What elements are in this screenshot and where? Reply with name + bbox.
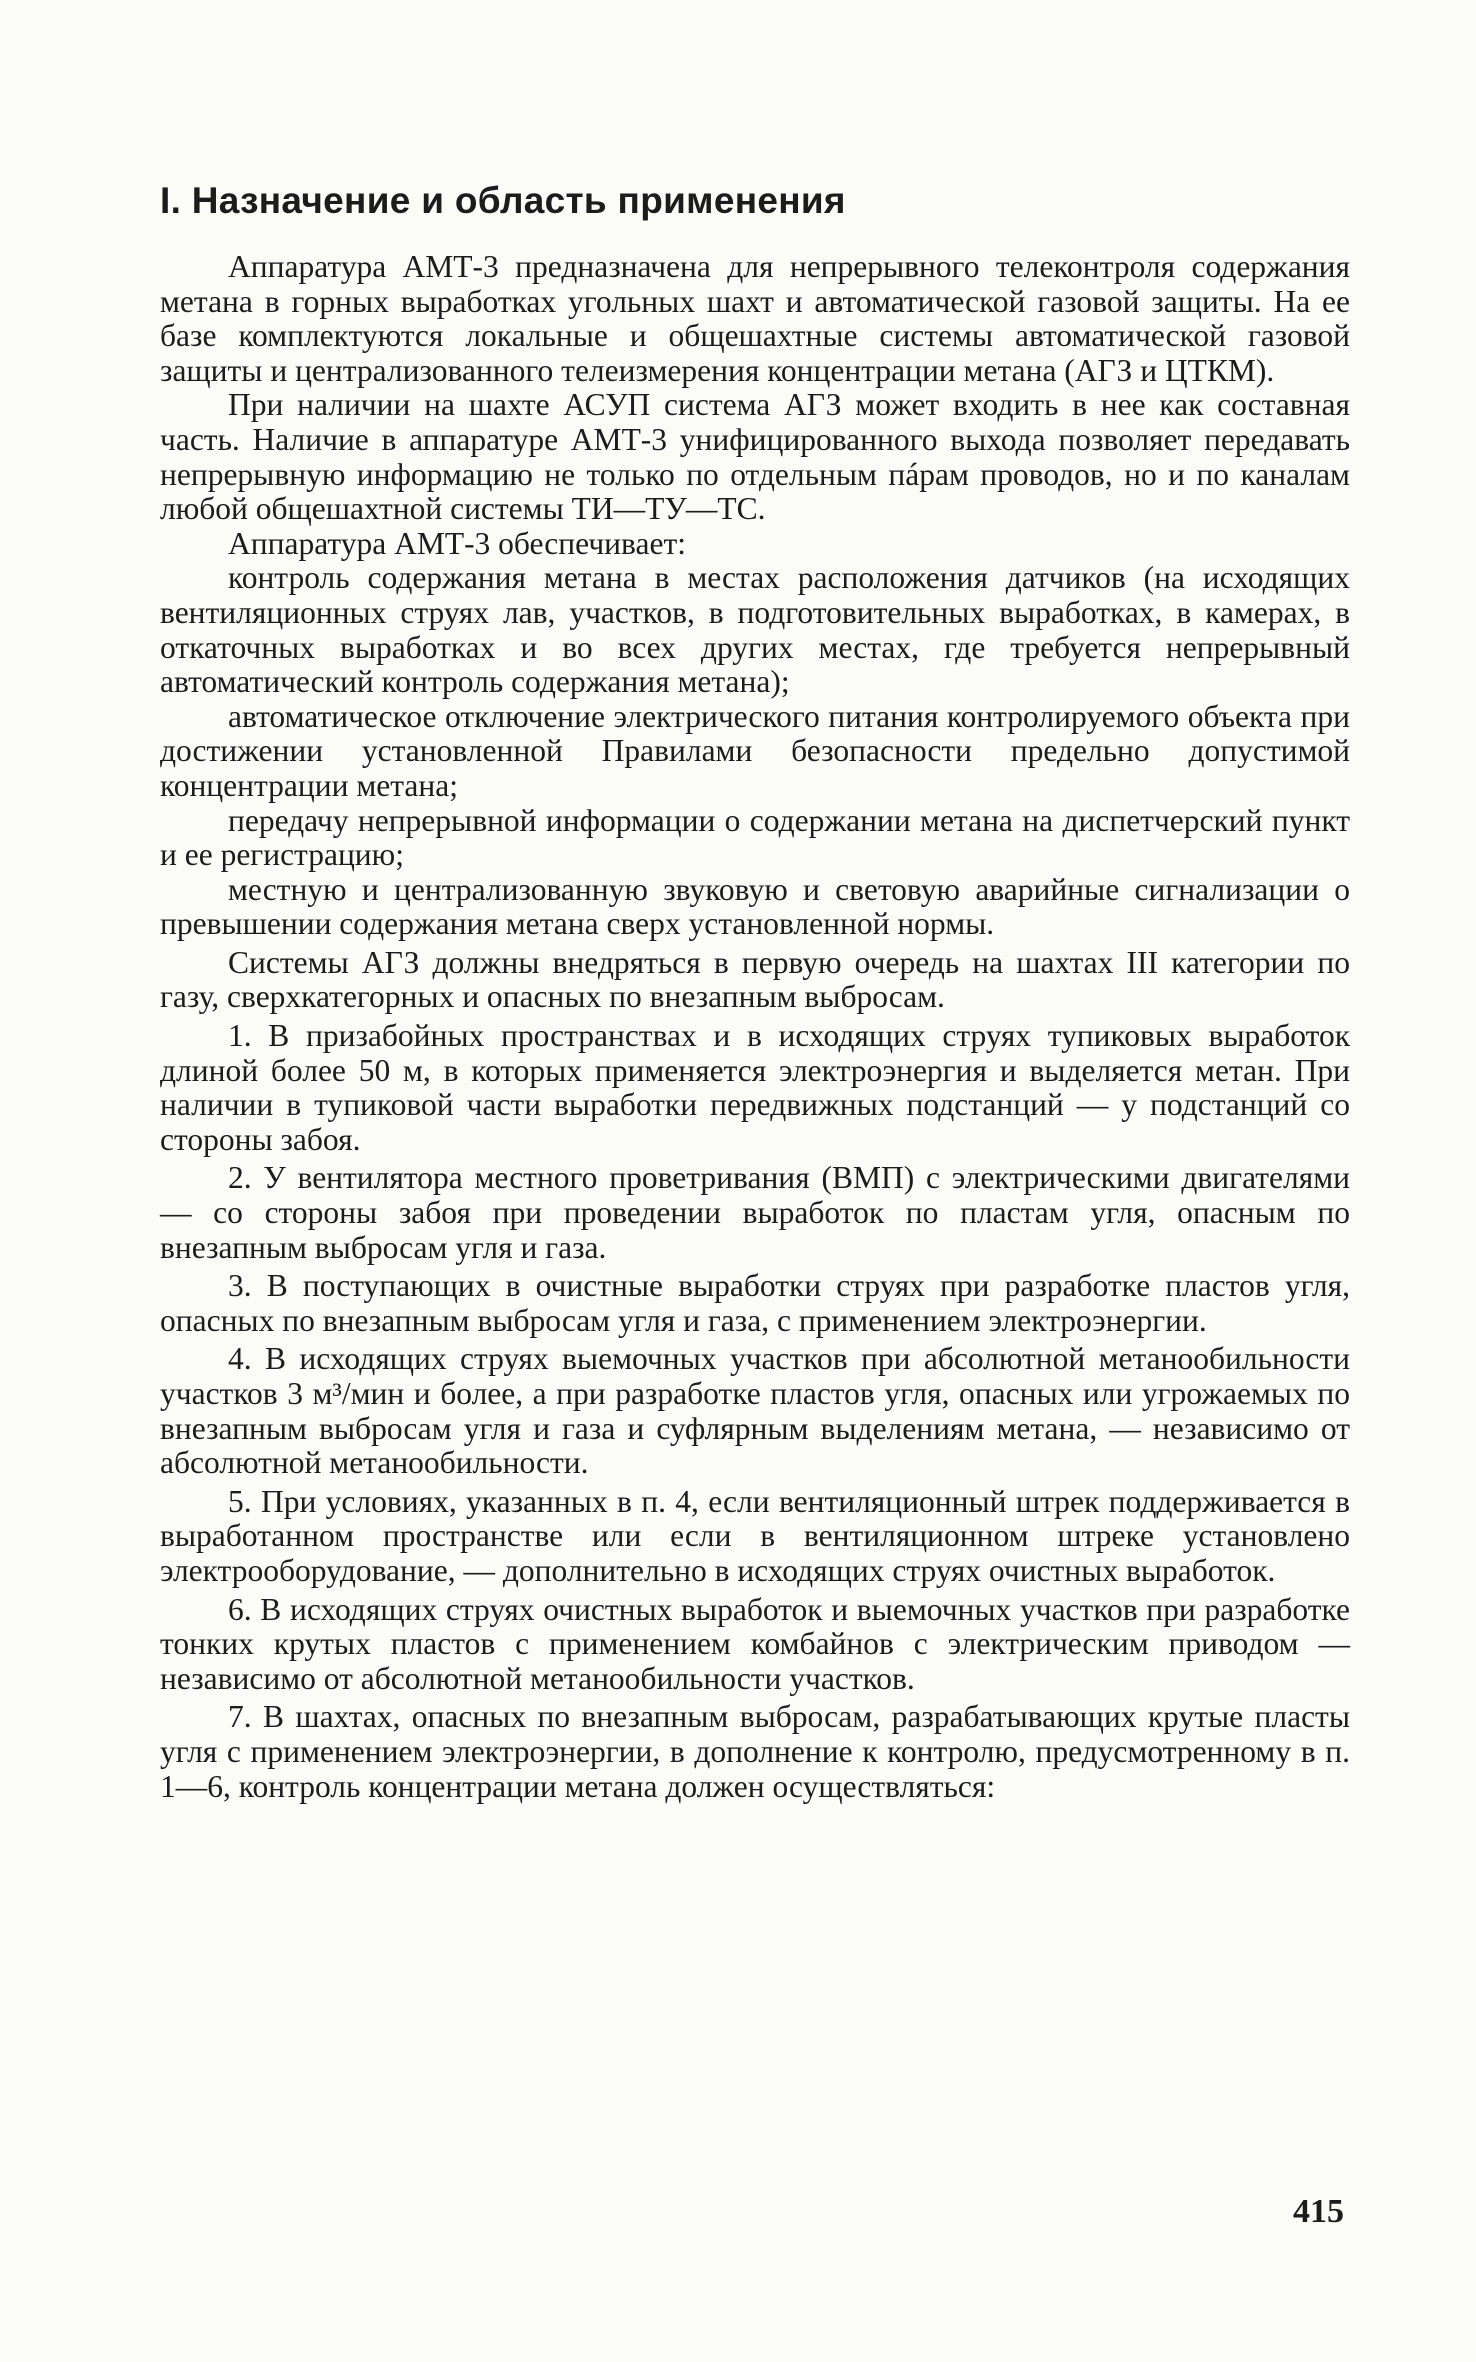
paragraph-function-signaling: местную и централизованную звуковую и световую аварийные сигнализации о превышении содержания метана сверх установленной нормы. bbox=[160, 871, 1350, 942]
paragraph-asup: При наличии на шахте АСУП система АГЗ может входить в нее как составная часть. Наличие в аппаратуре АМТ-3 унифицированного выхода позволяет передавать непрерывную информацию не только по отдельным пáрам проводов, но и по каналам любой общешахтной системы ТИ—ТУ—ТС. bbox=[160, 387, 1350, 527]
paragraph-function-transmission: передачу непрерывной информации о содержании метана на диспетчерский пункт и ее регистрацию; bbox=[160, 802, 1350, 873]
list-item-2: 2. У вентилятора местного проветривания (ВМП) с электрическими двигателями — со стороны забоя при проведении выработок по пластам угля, опасным по внезапным выбросам угля и газа. bbox=[160, 1160, 1350, 1265]
paragraph-agz-deployment: Системы АГЗ должны внедряться в первую очередь на шахтах III категории по газу, сверхкатегорных и опасных по внезапным выбросам. bbox=[160, 944, 1350, 1015]
body-text bbox=[160, 250, 1350, 1804]
list-item-6: 6. В исходящих струях очистных выработок и выемочных участков при разработке тонких крутых пластов с применением комбайнов с электрическим приводом — независимо от абсолютной метанообильности участков. bbox=[160, 1591, 1350, 1696]
page-number: 415 bbox=[1293, 2193, 1344, 2230]
list-item-4: 4. В исходящих струях выемочных участков при абсолютной метанообильности участков 3 м³/мин и более, а при разработке пластов угля, опасных или угрожаемых по внезапным выбросам угля и газа и суфлярным выделениям метана, — независимо от абсолютной метанообильности. bbox=[160, 1341, 1350, 1481]
list-item-1: 1. В призабойных пространствах и в исходящих струях тупиковых выработок длиной более 50 м, в которых применяется электроэнергия и выделяется метан. При наличии в тупиковой части выработки передвижных подстанций — у подстанций со стороны забоя. bbox=[160, 1018, 1350, 1157]
page-content bbox=[160, 178, 1350, 1804]
list-item-7: 7. В шахтах, опасных по внезапным выбросам, разрабатывающих крутые пласты угля с применением электроэнергии, в дополнение к контролю, предусмотренному в п. 1—6, контроль концентрации метана должен осуществляться: bbox=[160, 1699, 1350, 1804]
section-heading: I. Назначение и область применения bbox=[160, 180, 846, 221]
list-item-3: 3. В поступающих в очистные выработки струях при разработке пластов угля, опасных по внезапным выбросам угля и газа, с применением электроэнергии. bbox=[160, 1268, 1350, 1338]
paragraph-function-control: контроль содержания метана в местах расположения датчиков (на исходящих вентиляционных струях лав, участков, в подготовительных выработках, в камерах, в откаточных выработках и во всех других местах, где требуется непрерывный автоматический контроль содержания метана); bbox=[160, 560, 1350, 700]
paragraph-purpose: Аппаратура АМТ-3 предназначена для непрерывного телеконтроля содержания метана в горных выработках угольных шахт и автоматической газовой защиты. На ее базе комплектуются локальные и общешахтные системы автоматической газовой защиты и централизованного телеизмерения концентрации метана (АГЗ и ЦТКМ). bbox=[160, 249, 1350, 388]
paragraph-provides-intro: Аппаратура АМТ-3 обеспечивает: bbox=[228, 525, 686, 561]
list-item-5: 5. При условиях, указанных в п. 4, если вентиляционный штрек поддерживается в выработанном пространстве или если в вентиляционном штреке установлено электрооборудование, — дополнительно в исходящих струях очистных выработок. bbox=[160, 1483, 1350, 1588]
paragraph-function-shutdown: автоматическое отключение электрического питания контролируемого объекта при достижении установленной Правилами безопасности предельно допустимой концентрации метана; bbox=[160, 698, 1350, 803]
